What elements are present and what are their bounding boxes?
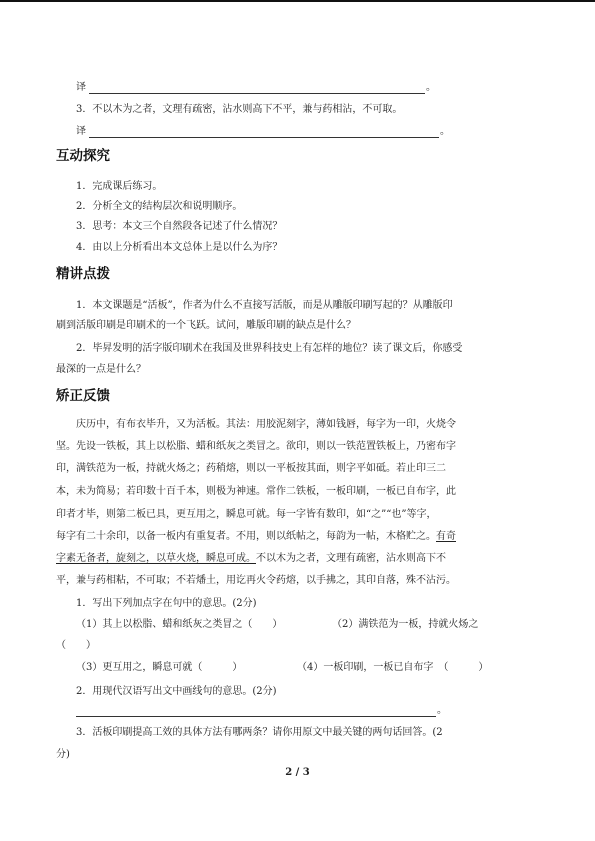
- translate-item-3: 3．不以木为之者，文理有疏密，沾水则高下不平，兼与药相沾，不可取。: [76, 104, 403, 115]
- underlined-sentence-part-1: 有奇: [436, 531, 456, 542]
- interactive-item-1: 1．完成课后练习。: [76, 181, 163, 192]
- feedback-q2-answer-line[interactable]: [76, 716, 436, 717]
- feedback-q3-line1: 3．活板印刷提高工效的具体方法有哪两条？请你用原文中最关键的两句话回答。(2: [76, 727, 443, 738]
- passage-line-7-text: 不以木为之者，文理有疏密，沾水则高下不: [256, 553, 446, 564]
- translate-label-2: 译: [76, 126, 86, 137]
- explain-q2-line1: 2．毕昇发明的活字版印刷术在我国及世界科技史上有怎样的地位？读了课文后，你感受: [76, 343, 463, 354]
- explain-q2-line2: 最深的一点是什么？: [56, 364, 146, 375]
- feedback-q1-d[interactable]: （4）一板印刷，一板已自布字 （ ）: [297, 662, 489, 673]
- translate-end-1: 。: [426, 82, 436, 93]
- passage-line-1: 庆历中，有布衣毕升，又为活板。其法：用胶泥刻字，薄如钱唇，每字为一印，火烧令: [76, 419, 456, 430]
- interactive-item-2: 2．分析全文的结构层次和说明顺序。: [76, 201, 243, 212]
- section-title-explain: 精讲点拨: [56, 266, 110, 282]
- underlined-sentence-part-2: 字素无备者，旋刻之，以草火烧，瞬息可成。: [56, 553, 256, 564]
- passage-line-7: [56, 552, 446, 565]
- passage-line-6-text: 每字有二十余印，以备一板内有重复者。不用，则以纸帖之，每韵为一帖，木格贮之。: [56, 531, 436, 542]
- translate-answer-line-2[interactable]: [89, 137, 439, 138]
- section-title-interactive: 互动探究: [56, 148, 110, 164]
- feedback-q2-title: 2．用现代汉语写出文中画线句的意思。(2分): [76, 686, 277, 697]
- feedback-q2-end: 。: [437, 705, 447, 716]
- feedback-q1-c[interactable]: （3）更互用之，瞬息可就（ ）: [76, 662, 243, 673]
- passage-line-5: 印者才毕，则第二板已具，更互用之，瞬息可就。每一字皆有数印，如“之”“也”等字，: [56, 509, 437, 520]
- section-title-feedback: 矫正反馈: [56, 388, 110, 404]
- passage-line-4: 本，未为简易；若印数十百千本，则极为神速。常作二铁板，一板印刷，一板已自布字，此: [56, 486, 456, 497]
- explain-q1-line2: 刷到活版印刷是印刷术的一个飞跃。试问，雕版印刷的缺点是什么？: [56, 320, 356, 331]
- translate-end-2: 。: [440, 126, 450, 137]
- feedback-q1-a[interactable]: （1）其上以松脂、蜡和纸灰之类冒之（ ）: [76, 619, 283, 630]
- interactive-item-4: 4．由以上分析看出本文总体上是以什么为序？: [76, 242, 283, 253]
- explain-q1-line1: 1．本文课题是“活板”，作者为什么不直接写活版，而是从雕版印刷写起的？从雕版印: [76, 300, 453, 311]
- page-number: 2 / 3: [285, 767, 310, 778]
- feedback-q1-b-paren[interactable]: （ ）: [56, 640, 96, 651]
- feedback-q1-b[interactable]: （2）满铁范为一板，持就火炀之: [332, 619, 479, 630]
- translate-answer-line-1[interactable]: [89, 93, 425, 94]
- translate-label-1: 译: [76, 82, 86, 93]
- passage-line-8: 平，兼与药相粘，不可取；不若燔土，用讫再火令药熔，以手拂之，其印自落，殊不沾污。: [56, 575, 456, 586]
- passage-line-3: 印，满铁范为一板，持就火炀之；药稍熔，则以一平板按其面，则字平如砥。若止印三二: [56, 463, 446, 474]
- interactive-item-3: 3．思考：本文三个自然段各记述了什么情况？: [76, 221, 283, 232]
- feedback-q1-title: 1．写出下列加点字在句中的意思。(2分): [76, 598, 257, 609]
- passage-line-6: [56, 530, 456, 543]
- feedback-q3-line2: 分): [56, 749, 70, 760]
- passage-line-2: 坚。先设一铁板，其上以松脂、蜡和纸灰之类冒之。欲印，则以一铁范置铁板上，乃密布字: [56, 441, 456, 452]
